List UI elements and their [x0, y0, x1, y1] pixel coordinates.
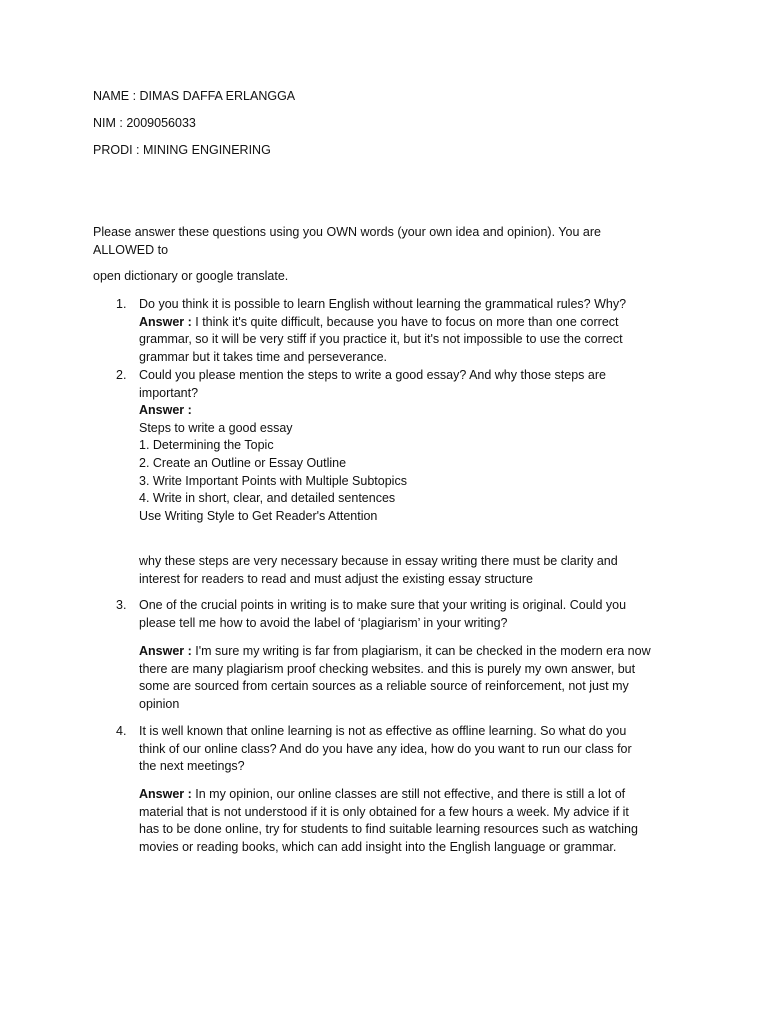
- question-3: One of the crucial points in writing is to make sure that your writing is original. Could you please tell me how to avoid the label of ‘plagiarism’ in your writing?: [139, 598, 627, 630]
- nim-line: NIM : 2009056033: [93, 116, 196, 130]
- question-number-4: 4.: [116, 724, 127, 738]
- instructions-continued: open dictionary or google translate.: [93, 269, 289, 283]
- question-1: Do you think it is possible to learn English without learning the grammatical rules? Why? Answer : I think it's quite difficult, because you have to focus on more than one correct grammar, so it will be very stiff if you practice it, but it's not impossible to use the correct grammar but it takes time and perseverance.: [139, 297, 627, 364]
- instructions: Please answer these questions using you OWN words (your own idea and opinion). You are ALLOWED to: [93, 225, 601, 257]
- question-2: Could you please mention the steps to write a good essay? And why those steps are important? Answer : Steps to write a good essay 1. Determining the Topic 2. Create an Outline or Essay Outline 3. Write Important Points with Multiple Subtopics 4. Write in short, clear, and detailed sentences Use Writing Style to Get Reader's Attention: [139, 368, 606, 523]
- question-4: It is well known that online learning is not as effective as offline learning. So what do you think of our online class? And do you have any idea, how do you want to run our class for the next meetings?: [139, 724, 632, 774]
- prodi-line: PRODI : MINING ENGINERING: [93, 143, 271, 157]
- question-number-3: 3.: [116, 598, 127, 612]
- question-number-1: 1.: [116, 297, 127, 311]
- answer-3: Answer : I'm sure my writing is far from plagiarism, it can be checked in the modern era now there are many plagiarism proof checking websites. and this is purely my own answer, but some are sourced from certain sources as a reliable source of reinforcement, not just my opinion: [139, 644, 651, 711]
- question-number-2: 2.: [116, 368, 127, 382]
- name-line: NAME : DIMAS DAFFA ERLANGGA: [93, 89, 296, 103]
- question-2-explanation: why these steps are very necessary because in essay writing there must be clarity and interest for readers to read and must adjust the existing essay structure: [139, 554, 618, 586]
- answer-4: Answer : In my opinion, our online classes are still not effective, and there is still a lot of material that is not understood if it is only obtained for a few hours a week. My advice if it has to be done online, try for students to find suitable learning resources such as watching movies or reading books, which can add insight into the English language or grammar.: [139, 787, 638, 854]
